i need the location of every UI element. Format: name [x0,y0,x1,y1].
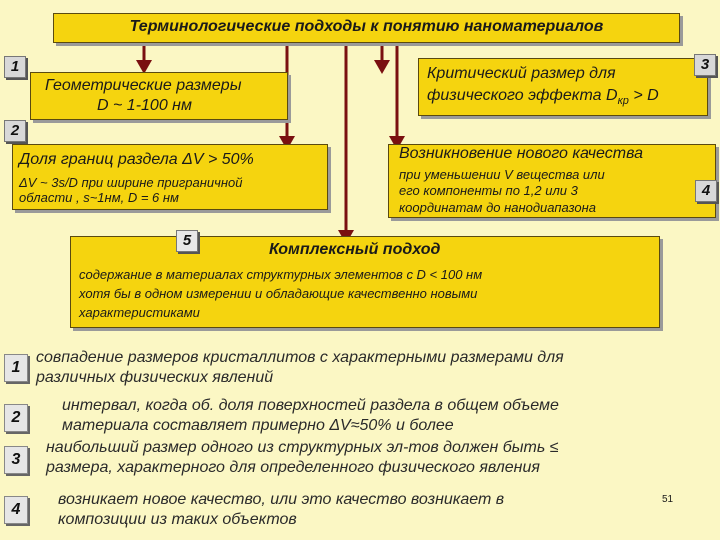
definition-3-badge: 3 [4,446,28,474]
page-number: 51 [662,494,674,505]
complex-line1: содержание в материалах структурных элементов с D < 100 нм [79,267,483,282]
critical-line2 [427,87,659,107]
boundary-line2: ΔV ~ 3s/D при ширине приграничной [19,175,243,190]
badge-4: 4 [695,180,717,202]
quality-line4: координатам до нанодиапазона [399,200,596,215]
critical-box [418,58,708,116]
boundary-box [12,144,328,210]
definition-4-line2: композиции из таких объектов [58,511,297,528]
definition-1-line1: совпадение размеров кристаллитов с характерными размерами для [36,349,564,366]
definition-2-line1: интервал, когда об. доля поверхностей раздела в общем объеме [62,397,559,414]
definition-1-badge: 1 [4,354,28,382]
complex-line2: хотя бы в одном измерении и обладающие качественно новыми [79,286,478,301]
definition-2-badge: 2 [4,404,28,432]
geometric-box [30,72,288,120]
badge-3: 3 [694,54,716,76]
definition-3-line1: наибольший размер одного из структурных эл-тов должен быть ≤ [46,439,559,456]
arrow-to-complex [338,40,354,244]
arrow-to-geometric [136,40,152,74]
complex-title: Комплексный подход [269,241,441,258]
badge-2: 2 [4,120,26,142]
boundary-line1: Доля границ раздела ΔV > 50% [19,151,254,168]
page-title: Терминологические подходы к понятию наноматериалов [129,18,604,35]
definition-1-line2: различных физических явлений [36,369,274,386]
critical-line1: Критический размер для [427,65,616,82]
critical-subscript: кр [617,95,629,108]
quality-box [388,144,716,218]
quality-line3: его компоненты по 1,2 или 3 [399,183,578,198]
definition-4-line1: возникает новое качество, или это качество возникает в [58,491,505,508]
quality-line2: при уменьшении V вещества или [399,167,605,182]
badge-5: 5 [176,230,198,252]
title-box [53,13,680,43]
quality-line1: Возникновение нового качества [399,145,643,162]
critical-line2-text: физического эффекта D [427,87,618,104]
definition-3-line2: размера, характерного для определенного физического явления [46,459,540,476]
complex-line3: характеристиками [79,305,200,320]
complex-box [70,236,660,328]
arrow-to-quality [389,40,405,150]
boundary-line3: области , s~1нм, D = 6 нм [19,190,179,205]
critical-suffix: > D [628,87,659,104]
badge-1: 1 [4,56,26,78]
geometric-line2: D ~ 1-100 нм [97,97,192,114]
geometric-line1: Геометрические размеры [45,77,242,94]
arrow-to-critical [374,40,390,74]
definition-2-line2: материала составляет примерно ΔV≈50% и более [62,417,454,434]
definition-4-badge: 4 [4,496,28,524]
